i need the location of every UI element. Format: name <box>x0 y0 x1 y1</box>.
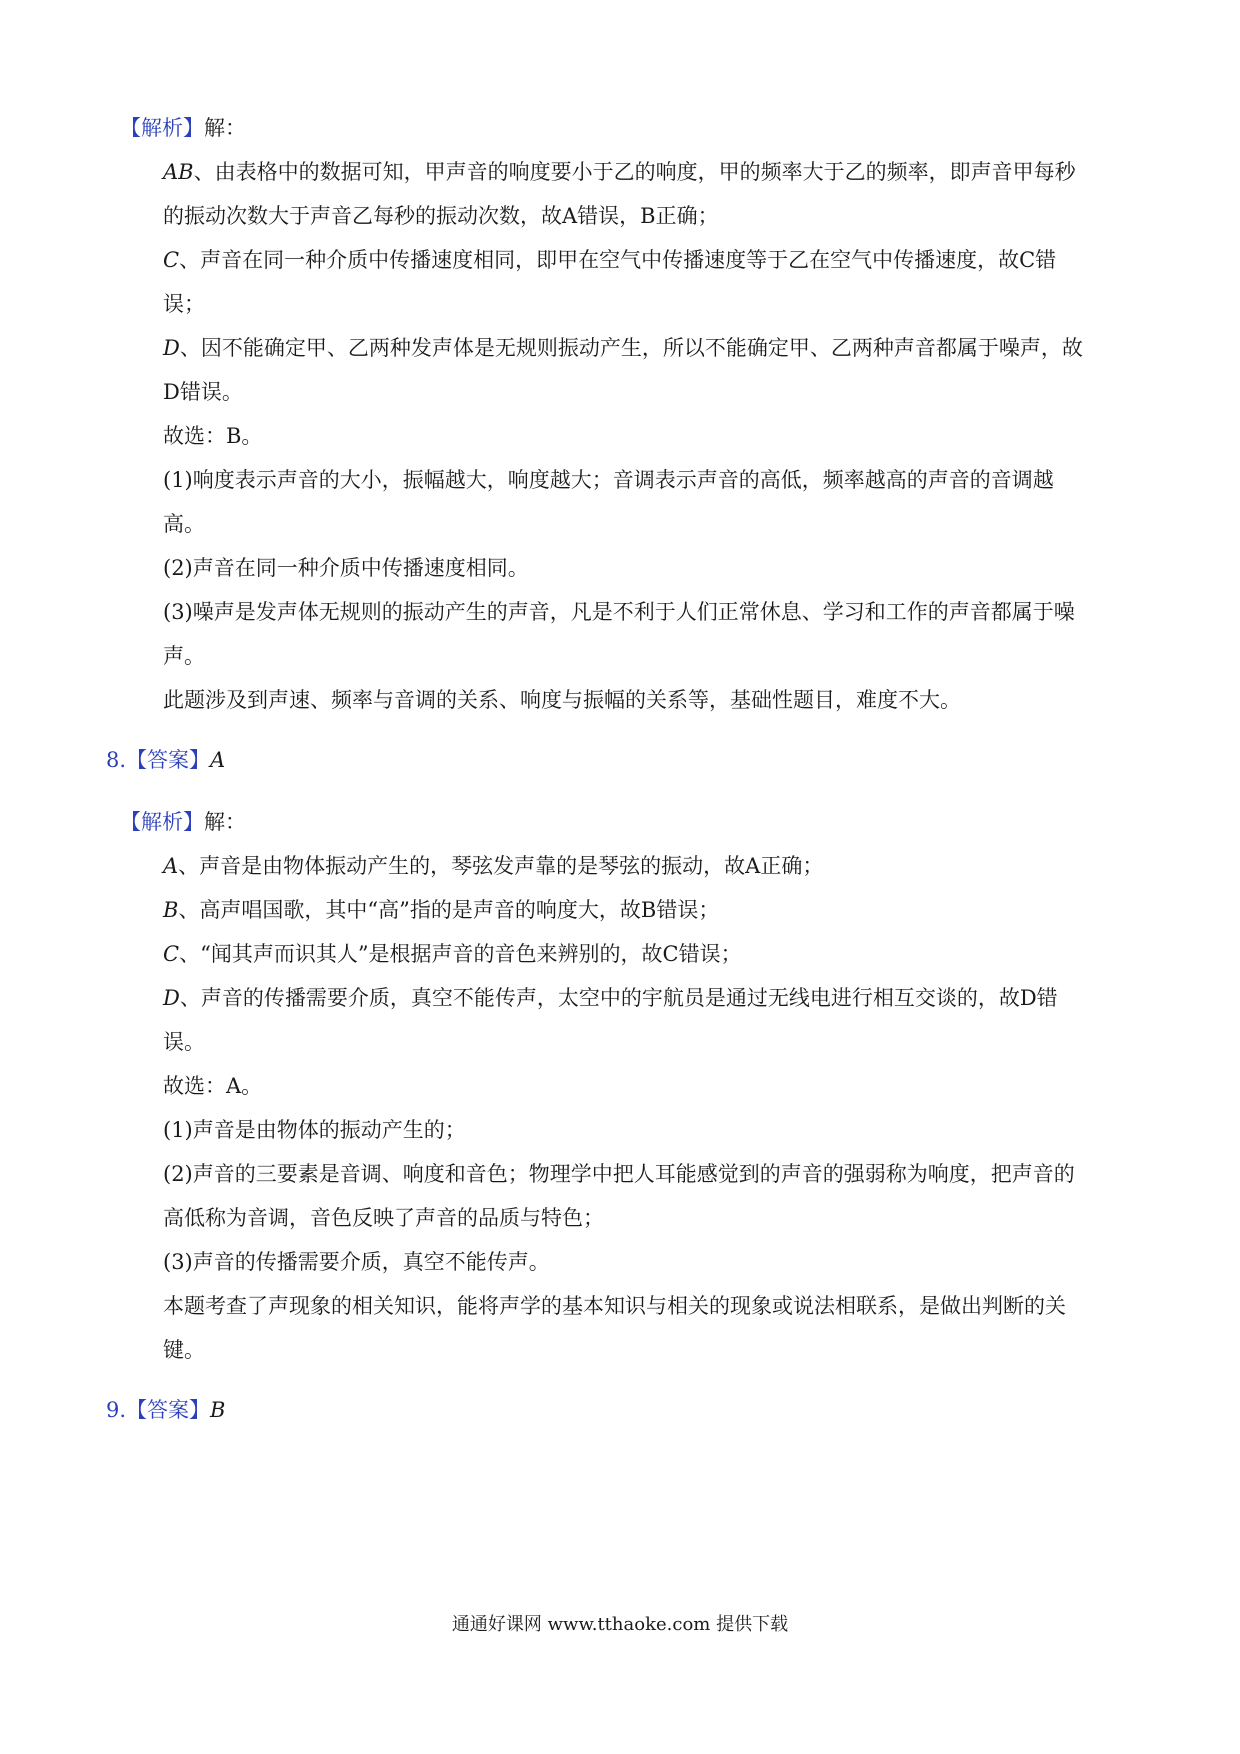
q8-number: 8. <box>106 748 127 772</box>
analysis-line: AB、由表格中的数据可知，甲声音的响度要小于乙的响度，甲的频率大于乙的频率，即声音甲每秒 <box>163 160 1076 184</box>
analysis-line: D、因不能确定甲、乙两种发声体是无规则振动产生，所以不能确定甲、乙两种声音都属于噪声，故 <box>163 336 1083 360</box>
q8-analysis-summary: 键。 <box>163 1338 205 1362</box>
q9-answer-tag: 【答案】 <box>126 1398 211 1422</box>
q8-analysis-line: 高低称为音调，音色反映了声音的品质与特色； <box>163 1206 604 1230</box>
analysis-tag: 【解析】 <box>120 116 204 140</box>
analysis-line: 声。 <box>163 644 205 668</box>
q8-answer: A <box>210 748 226 772</box>
q8-analysis-line: 故选：A。 <box>163 1074 263 1098</box>
analysis-line: 高。 <box>163 512 205 536</box>
q8-analysis-line: (2)声音的三要素是音调、响度和音色；物理学中把人耳能感觉到的声音的强弱称为响度，把声音的 <box>163 1162 1075 1186</box>
q8-analysis-line: C、“闻其声而识其人”是根据声音的音色来辨别的，故C错误； <box>163 942 742 966</box>
q8-analysis-line: B、高声唱国歌，其中“高”指的是声音的响度大，故B错误； <box>163 898 720 922</box>
q8-analysis-line: D、声音的传播需要介质，真空不能传声，太空中的宇航员是通过无线电进行相互交谈的，故D错 <box>163 986 1058 1010</box>
analysis-line: D错误。 <box>163 380 243 404</box>
q8-analysis-line: A、声音是由物体振动产生的，琴弦发声靠的是琴弦的振动，故A正确； <box>163 854 824 878</box>
q9-answer-heading <box>106 1395 225 1425</box>
q9-number: 9. <box>106 1398 127 1422</box>
analysis-tag: 【解析】 <box>120 810 204 834</box>
q8-answer-tag: 【答案】 <box>126 748 211 772</box>
analysis-intro: 解： <box>204 810 246 834</box>
analysis-line: 的振动次数大于声音乙每秒的振动次数，故A错误，B正确； <box>163 204 719 228</box>
q8-analysis-heading <box>120 807 246 837</box>
analysis-line: C、声音在同一种介质中传播速度相同，即甲在空气中传播速度等于乙在空气中传播速度，故C错 <box>163 248 1057 272</box>
analysis-line: 故选：B。 <box>163 424 263 448</box>
q8-analysis-line: 误。 <box>163 1030 205 1054</box>
page-footer: 通通好课网 www.tthaoke.com 提供下载 <box>451 1614 789 1635</box>
analysis-line: 误； <box>163 292 205 316</box>
q8-analysis-summary: 本题考查了声现象的相关知识，能将声学的基本知识与相关的现象或说法相联系，是做出判断的关 <box>163 1294 1066 1318</box>
analysis-heading <box>120 113 246 143</box>
analysis-line: (1)响度表示声音的大小，振幅越大，响度越大；音调表示声音的高低，频率越高的声音的音调越 <box>163 468 1054 492</box>
analysis-line: (2)声音在同一种介质中传播速度相同。 <box>163 556 529 580</box>
q9-answer: B <box>210 1398 226 1422</box>
analysis-intro: 解： <box>204 116 246 140</box>
analysis-summary: 此题涉及到声速、频率与音调的关系、响度与振幅的关系等，基础性题目，难度不大。 <box>163 688 961 712</box>
q8-analysis-line: (3)声音的传播需要介质，真空不能传声。 <box>163 1250 550 1274</box>
q8-answer-heading <box>106 745 225 775</box>
analysis-line: (3)噪声是发声体无规则的振动产生的声音，凡是不利于人们正常休息、学习和工作的声音都属于噪 <box>163 600 1075 624</box>
q8-analysis-line: (1)声音是由物体的振动产生的； <box>163 1118 466 1142</box>
